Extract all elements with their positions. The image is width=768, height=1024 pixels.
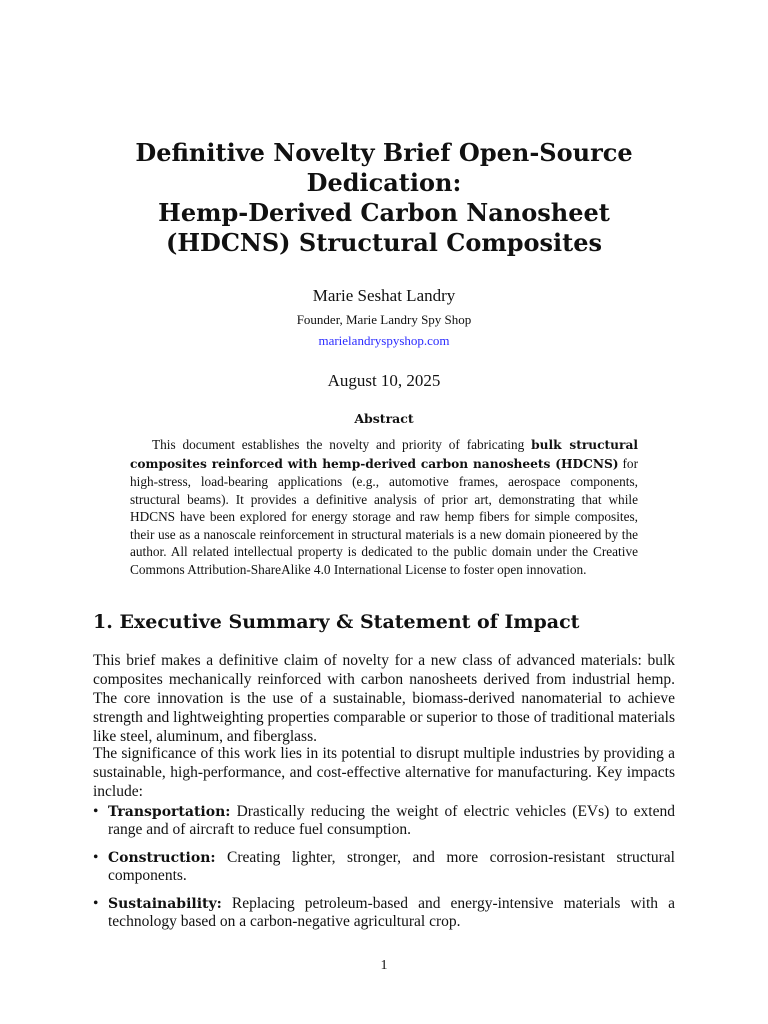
list-item bbox=[93, 803, 675, 839]
bullet-icon: • bbox=[93, 895, 99, 912]
bullet-icon: • bbox=[93, 803, 99, 820]
author-affiliation: Founder, Marie Landry Spy Shop bbox=[296, 312, 472, 327]
list-item-text: Creating lighter, stronger, and more corrosion-resistant structural components. bbox=[108, 849, 675, 884]
section-heading: 1. Executive Summary & Statement of Impact bbox=[93, 611, 580, 633]
summary-paragraph: This brief makes a definitive claim of novelty for a new class of advanced materials: bulk composites mechanically reinforced with carbon nanosheets derived from industrial hemp. The core innovation is the use of a sustainable, biomass-derived nanomaterial to achieve strength and lightweighting properties comparable or superior to those of traditional materials like steel, aluminum, and fiberglass. bbox=[93, 652, 675, 745]
abstract-bold-phrase: bulk structural composites reinforced with hemp-derived carbon nanosheets (HDCNS) bbox=[130, 438, 638, 471]
abstract-text-part: This document establishes the novelty and priority of fabricating bbox=[152, 437, 532, 452]
bullet-icon: • bbox=[93, 849, 99, 866]
title-line: Definitive Novelty Brief Open-Source bbox=[135, 138, 633, 167]
title-line: (HDCNS) Structural Composites bbox=[165, 228, 603, 257]
title-line: Dedication: bbox=[306, 168, 462, 197]
abstract-text-part: for high-stress, load-bearing applications (e.g., automotive frames, aerospace components, structural beams). It provides a definitive analysis of prior art, demonstrating that while HDCNS have been explored for energy storage and raw hemp fibers for simple composites, their use as a nanoscale reinforcement in structural materials is a new domain pioneered by the author. All related intellectual property is dedicated to the public domain under the Creative Commons Attribution-ShareAlike 4.0 International License to foster open innovation. bbox=[130, 455, 638, 577]
significance-paragraph: The significance of this work lies in its potential to disrupt multiple industries by providing a sustainable, high-performance, and cost-effective alternative for manufacturing. Key impacts include: bbox=[93, 745, 675, 800]
page-number: 1 bbox=[380, 958, 388, 973]
document-title bbox=[60, 138, 708, 258]
website-link[interactable]: marielandryspyshop.com bbox=[318, 333, 450, 348]
list-item bbox=[93, 849, 675, 885]
list-item-label: Construction: bbox=[108, 850, 216, 866]
impact-list bbox=[93, 803, 675, 941]
author-name: Marie Seshat Landry bbox=[312, 286, 456, 305]
title-line: Hemp-Derived Carbon Nanosheet bbox=[158, 198, 610, 227]
list-item-text: Drastically reducing the weight of electric vehicles (EVs) to extend range and of aircraft to reduce fuel consumption. bbox=[108, 803, 675, 838]
list-item-text: Replacing petroleum-based and energy-intensive materials with a technology based on a carbon-negative agricultural crop. bbox=[108, 895, 675, 930]
abstract-text bbox=[130, 436, 638, 578]
document-date: August 10, 2025 bbox=[327, 371, 441, 390]
list-item-label: Sustainability: bbox=[108, 896, 222, 912]
abstract-heading: Abstract bbox=[354, 411, 414, 426]
list-item-label: Transportation: bbox=[108, 804, 231, 820]
list-item bbox=[93, 895, 675, 931]
